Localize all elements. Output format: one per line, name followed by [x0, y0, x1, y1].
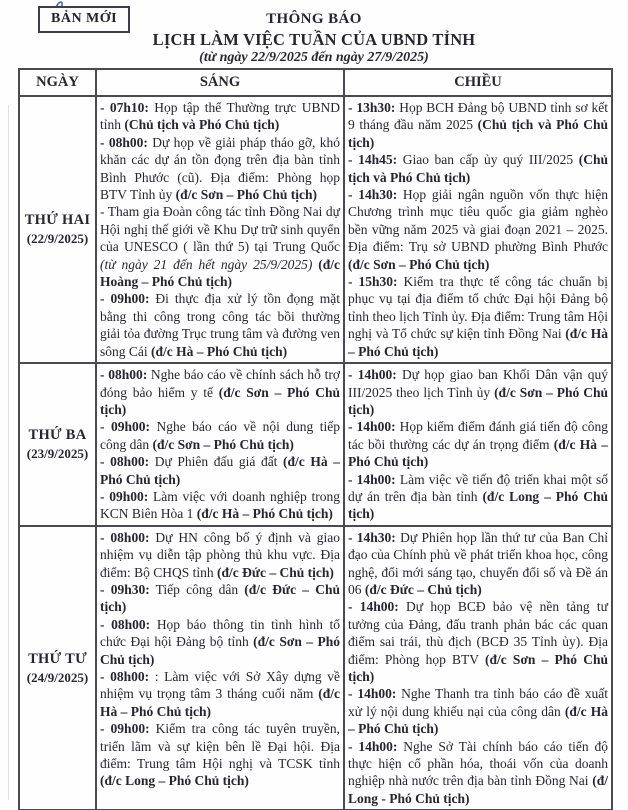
morning-cell: [96, 96, 344, 363]
afternoon-cell: [344, 363, 612, 526]
schedule-item: - 08h00: Họp báo thông tin tình hình tổ chức Đại hội Đảng bộ tỉnh (đ/c Sơn – Phó Chủ tịch): [100, 616, 340, 667]
title-block: [0, 11, 628, 67]
table-row: [19, 363, 612, 526]
table-header-row: [19, 69, 612, 96]
day-cell: [19, 96, 96, 363]
ban-moi-stamp-label: BẢN MỚI: [51, 11, 118, 26]
day-date: (24/9/2025): [26, 669, 89, 685]
schedule-item: - 14h00: Dự họp giao ban Khối Dân vận quý III/2025 theo lịch Tỉnh ủy (đ/c Sơn – Phó Chủ tịch): [348, 367, 608, 417]
schedule-item: - 09h00: Kiểm tra công tác tuyên truyền, triển lãm và sự kiện bên lề Đại hội. Địa điểm: Trung tâm Hội nghị và TCSK tỉnh (đ/c Long – Phó Chủ tịch): [100, 721, 340, 789]
doc-subtitle: LỊCH LÀM VIỆC TUẦN CỦA UBND TỈNH: [152, 29, 476, 49]
scan-edge-artifact: [8, 105, 9, 800]
schedule-item: - 15h30: Kiểm tra thực tế công tác chuẩn bị phục vụ tại địa điểm tổ chức Đại hội Đảng bộ tỉnh theo lịch Tỉnh ủy. Địa điểm: Trung tâm Hội nghị và Tổ chức sự kiện tỉnh Đồng Nai (đ/c Hà – Phó Chủ tịch): [348, 274, 608, 359]
schedule-item: - 09h00: Nghe báo cáo về nội dung tiếp công dân (đ/c Sơn – Phó Chủ tịch): [100, 419, 341, 452]
doc-date-range: (từ ngày 22/9/2025 đến ngày 27/9/2025): [199, 50, 429, 66]
morning-cell: [96, 526, 344, 810]
schedule-item: - 08h00: Dự họp về giải pháp tháo gỡ, khó khăn các dự án tồn đọng trên địa bàn tỉnh Bình Phước (cũ). Địa điểm: Phòng họp BTV Tỉnh ủy (đ/c Sơn – Phó Chủ tịch): [100, 134, 340, 203]
table-row: [19, 526, 612, 810]
schedule-item: - 08h00: : Làm việc với Sở Xây dựng về nhiệm vụ trọng tâm 3 tháng cuối năm (đ/c Hà – Phó Chủ tịch): [100, 669, 341, 719]
day-name: THỨ HAI: [24, 212, 91, 229]
schedule-item: - 14h30: Dự Phiên họp lần thứ tư của Ban Chỉ đạo của Chính phủ về phát triển khoa học, công nghệ, đổi mới sáng tạo, chuyển đổi số và Đề án 06 (đ/c Đức – Chủ tịch): [348, 529, 608, 597]
afternoon-cell: [344, 526, 612, 810]
schedule-item: - 08h00: Dự HN công bố ý định và giao nhiệm vụ diễn tập phòng thủ khu vực. Địa điểm: Bộ CHQS tỉnh (đ/c Đức – Chủ tịch): [100, 529, 341, 580]
schedule-item: - 14h00: Nghe Sở Tài chính báo cáo tiến độ thực hiện cổ phần hóa, thoái vốn của doanh nghiệp nhà nước trên địa bàn tỉnh Đồng Nai (đ/ Long - Phó Chủ tịch): [348, 738, 608, 806]
day-cell: [19, 526, 96, 810]
schedule-item: - 14h00: Dự họp BCĐ bảo vệ nền tảng tư tưởng của Đảng, đấu tranh phản bác các quan điểm sai trái, thù địch (BCĐ 35 Tỉnh ủy). Địa điểm: Phòng họp BTV (đ/c Sơn – Phó Chủ tịch): [348, 599, 608, 684]
morning-cell: [96, 363, 344, 526]
schedule-item: - 08h00: Dự Phiên đấu giá đất (đ/c Hà – Phó Chủ tịch): [100, 454, 341, 487]
schedule-item: - 14h45: Giao ban cấp ủy quý III/2025 (Chủ tịch và Phó Chủ tịch): [348, 152, 609, 185]
col-header-afternoon: CHIỀU: [344, 69, 612, 96]
schedule-item: - 13h30: Họp BCH Đảng bộ UBND tỉnh sơ kết 9 tháng đầu năm 2025 (Chủ tịch và Phó Chủ tịch): [348, 100, 609, 150]
schedule-item: - 08h00: Nghe báo cáo về chính sách hỗ trợ đóng bảo hiểm y tế (đ/c Sơn – Phó Chủ tịch): [100, 367, 341, 417]
day-date: (22/9/2025): [26, 231, 89, 247]
day-name: THỨ BA: [28, 426, 87, 443]
doc-title: THÔNG BÁO: [266, 11, 362, 27]
schedule-item: - 09h00: Làm việc với doanh nghiệp trong KCN Biên Hòa 1 (đ/c Hà – Phó Chủ tịch): [100, 488, 340, 522]
schedule-item: - 14h00: Nghe Thanh tra tỉnh báo cáo đề xuất xử lý nội dung khiếu nại của công dân (đ/c Hà – Phó Chủ tịch): [348, 686, 609, 737]
schedule-table: [18, 68, 613, 810]
table-row: [19, 96, 612, 363]
schedule-item: - Tham gia Đoàn công tác tỉnh Đồng Nai dự Hội nghị thế giới về Khu Dự trữ sinh quyển của UNESCO ( lần thứ 5) tại Trung Quốc (từ ngày 21 đến hết ngày 25/9/2025) (đ/c Hoàng – Phó Chủ tịch): [100, 204, 341, 290]
schedule-item: - 14h00: Họp kiểm điểm đánh giá tiến độ công tác bồi thường các dự án trọng điểm (đ/c Hà – Phó Chủ tịch): [348, 419, 609, 470]
schedule-item: - 07h10: Họp tập thể Thường trực UBND tỉnh (Chủ tịch và Phó Chủ tịch): [100, 100, 340, 133]
schedule-item: - 14h00: Làm việc về tiến độ triển khai một số dự án trên địa bàn tỉnh (đ/c Long – Phó Chủ tịch): [348, 471, 609, 522]
col-header-day: NGÀY: [19, 69, 96, 96]
col-header-morning: SÁNG: [96, 69, 344, 96]
day-date: (23/9/2025): [26, 445, 89, 461]
day-name: THỨ TƯ: [28, 650, 87, 667]
schedule-item: - 09h00: Đi thực địa xử lý tồn đọng mặt bằng thi công trong công tác bồi thường giải tỏa đường Trục trung tâm và đường ven sông Cái (đ/c Hà – Phó Chủ tịch): [100, 291, 340, 359]
schedule-item: - 09h30: Tiếp công dân (đ/c Đức – Chủ tịch): [100, 581, 340, 615]
afternoon-cell: [344, 96, 612, 363]
schedule-item: - 14h30: Họp giải ngân nguồn vốn thực hiện Chương trình mục tiêu quốc gia giảm nghèo bền vững năm 2025 và giai đoạn 2021 – 2025. Địa điểm: Trụ sở UBND phường Bình Phước (đ/c Sơn – Phó Chủ tịch): [348, 187, 608, 272]
day-cell: [19, 363, 96, 526]
